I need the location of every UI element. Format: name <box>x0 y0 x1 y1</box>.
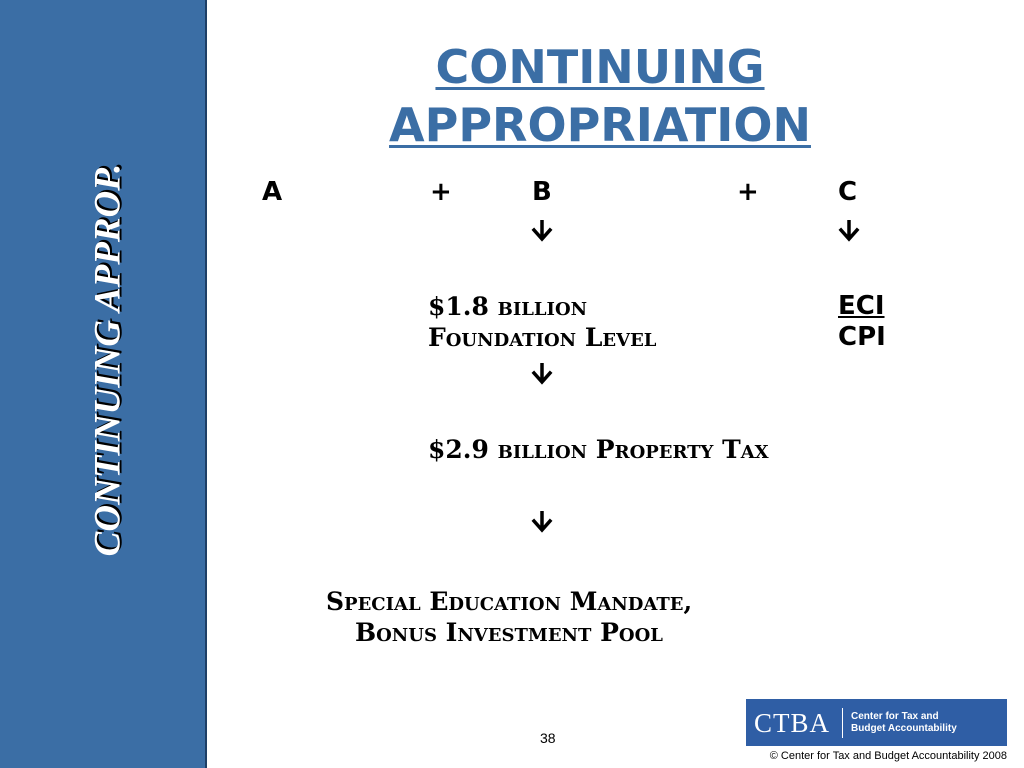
logo-mark: CTBA <box>746 708 843 738</box>
copyright-notice: © Center for Tax and Budget Accountability 2008 <box>769 750 1007 762</box>
arrow-down-icon <box>531 363 553 385</box>
logo-name: Center for Tax and Budget Accountability <box>851 710 957 734</box>
result-line1: Special Education Mandate, <box>326 587 693 616</box>
sidebar-title: CONTINUING APPROP. <box>87 163 129 557</box>
page-number: 38 <box>540 730 556 746</box>
cpi-label: CPI <box>838 322 886 352</box>
arrow-down-icon <box>838 220 860 242</box>
property-tax-amount <box>428 437 769 462</box>
arrow-down-icon <box>531 220 553 242</box>
foundation-label: Foundation Level <box>428 323 657 352</box>
property-tax-value: $2.9 <box>428 435 489 464</box>
formula-c: C <box>838 177 858 207</box>
sidebar-panel <box>0 0 207 768</box>
foundation-amount <box>428 294 587 319</box>
foundation-amount-unit: billion <box>497 292 588 321</box>
property-tax-label: billion Property Tax <box>497 435 769 464</box>
formula-plus-1: + <box>430 177 452 207</box>
formula-a: A <box>262 177 283 207</box>
arrow-down-icon <box>531 511 553 533</box>
slide-title-line2: APPROPRIATION <box>389 98 811 152</box>
foundation-amount-value: $1.8 <box>428 292 489 321</box>
formula-b: B <box>532 177 552 207</box>
result-line2: Bonus Investment Pool <box>355 618 663 647</box>
eci-label: ECI <box>838 291 885 321</box>
formula-plus-2: + <box>737 177 759 207</box>
ctba-logo <box>746 699 1007 746</box>
slide-title-line1: CONTINUING <box>435 40 765 94</box>
